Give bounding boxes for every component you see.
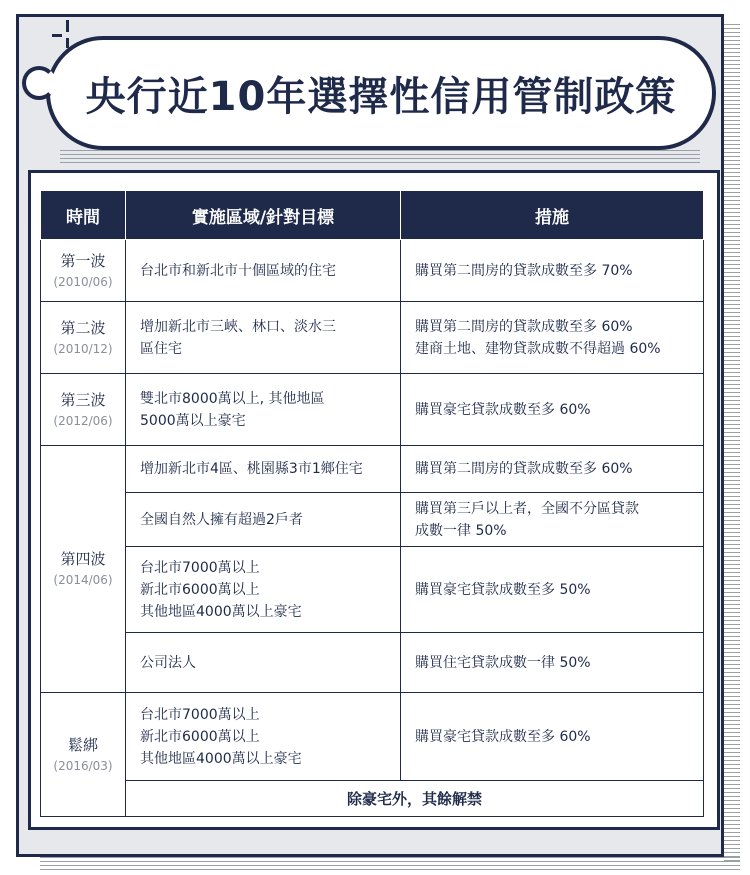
wave-date: (2010/06) [53, 274, 113, 289]
measure-cell [401, 547, 704, 633]
wave-date: (2010/12) [53, 341, 113, 356]
table-row [41, 493, 704, 547]
measure-text: 購買豪宅貸款成數至多 50% [415, 581, 591, 598]
region-text: 雙北市8000萬以上, 其他地區 [140, 390, 325, 407]
wave-name: 第二波 [60, 318, 106, 337]
measure-text: 購買豪宅貸款成數至多 60% [415, 728, 591, 745]
region-text: 新北市6000萬以上 [140, 728, 260, 745]
measure-text: 購買第二間房的貸款成數至多 60% [415, 461, 633, 477]
measure-text: 成數一律 50% [415, 522, 507, 539]
region-cell [126, 493, 401, 547]
footer-cell: 除豪宅外，其餘解禁 [126, 781, 704, 817]
region-text: 5000萬以上豪宅 [140, 412, 246, 429]
measure-cell [401, 633, 704, 693]
table-row [41, 633, 704, 693]
region-text: 台北市7000萬以上 [140, 706, 260, 723]
measure-text: 購買第二間房的貸款成數至多 70% [415, 262, 633, 279]
wave-name: 第四波 [60, 550, 106, 568]
table-row [41, 302, 704, 374]
time-cell [41, 693, 126, 817]
header-region: 實施區域/針對目標 [126, 191, 401, 240]
region-text: 其他地區4000萬以上豪宅 [140, 750, 302, 767]
region-cell [126, 693, 401, 781]
region-cell [126, 374, 401, 446]
time-cell [41, 240, 126, 302]
measure-text: 建商土地、建物貸款成數不得超過 60% [415, 340, 661, 357]
region-cell [126, 302, 401, 374]
header-time: 時間 [41, 191, 126, 240]
region-text: 台北市和新北市十個區域的住宅 [140, 262, 336, 279]
region-text: 台北市7000萬以上 [140, 559, 260, 576]
region-cell [126, 547, 401, 633]
region-cell [126, 240, 401, 302]
table-row [41, 240, 704, 302]
table-row [41, 547, 704, 633]
wave-date: (2014/06) [53, 573, 113, 587]
region-cell [126, 446, 401, 493]
region-text: 其他地區4000萬以上豪宅 [140, 603, 302, 620]
region-text: 增加新北市4區、桃園縣3市1鄉住宅 [140, 461, 363, 477]
measure-text: 購買豪宅貸款成數至多 60% [415, 401, 591, 418]
stripe-shadow-bottom [40, 857, 740, 873]
region-text: 全國自然人擁有超過2戶者 [140, 511, 303, 528]
page-title: 央行近10年選擇性信用管制政策 [85, 73, 677, 120]
title-stripe-shadow [60, 150, 700, 164]
region-text: 增加新北市三峽、林口、淡水三 [140, 318, 336, 335]
measure-cell [401, 302, 704, 374]
header-measure: 措施 [401, 191, 704, 240]
policy-table [40, 190, 704, 817]
table-header-row [41, 191, 704, 240]
measure-text: 購買第三戶以上者，全國不分區貸款 [415, 500, 639, 517]
wave-name: 第一波 [60, 251, 106, 270]
wave-date: (2016/03) [53, 758, 113, 773]
measure-cell [401, 240, 704, 302]
table-row [41, 781, 704, 817]
measure-cell [401, 493, 704, 547]
sparkle-mark [66, 20, 69, 32]
wave-name: 第三波 [60, 390, 106, 409]
time-cell [41, 302, 126, 374]
wave-name: 鬆綁 [67, 735, 98, 754]
measure-cell [401, 693, 704, 781]
measure-cell [401, 446, 704, 493]
measure-text: 購買第二間房的貸款成數至多 60% [415, 318, 633, 335]
table-row [41, 374, 704, 446]
measure-cell [401, 374, 704, 446]
region-text: 新北市6000萬以上 [140, 581, 260, 598]
measure-text: 購買住宅貸款成數一律 50% [415, 654, 591, 671]
stripe-shadow-right [724, 24, 740, 864]
time-cell [41, 446, 126, 693]
region-text: 區住宅 [140, 340, 182, 357]
table-row [41, 693, 704, 781]
region-cell [126, 633, 401, 693]
time-cell [41, 374, 126, 446]
region-text: 公司法人 [140, 654, 196, 671]
table-row [41, 446, 704, 493]
wave-date: (2012/06) [53, 413, 113, 428]
